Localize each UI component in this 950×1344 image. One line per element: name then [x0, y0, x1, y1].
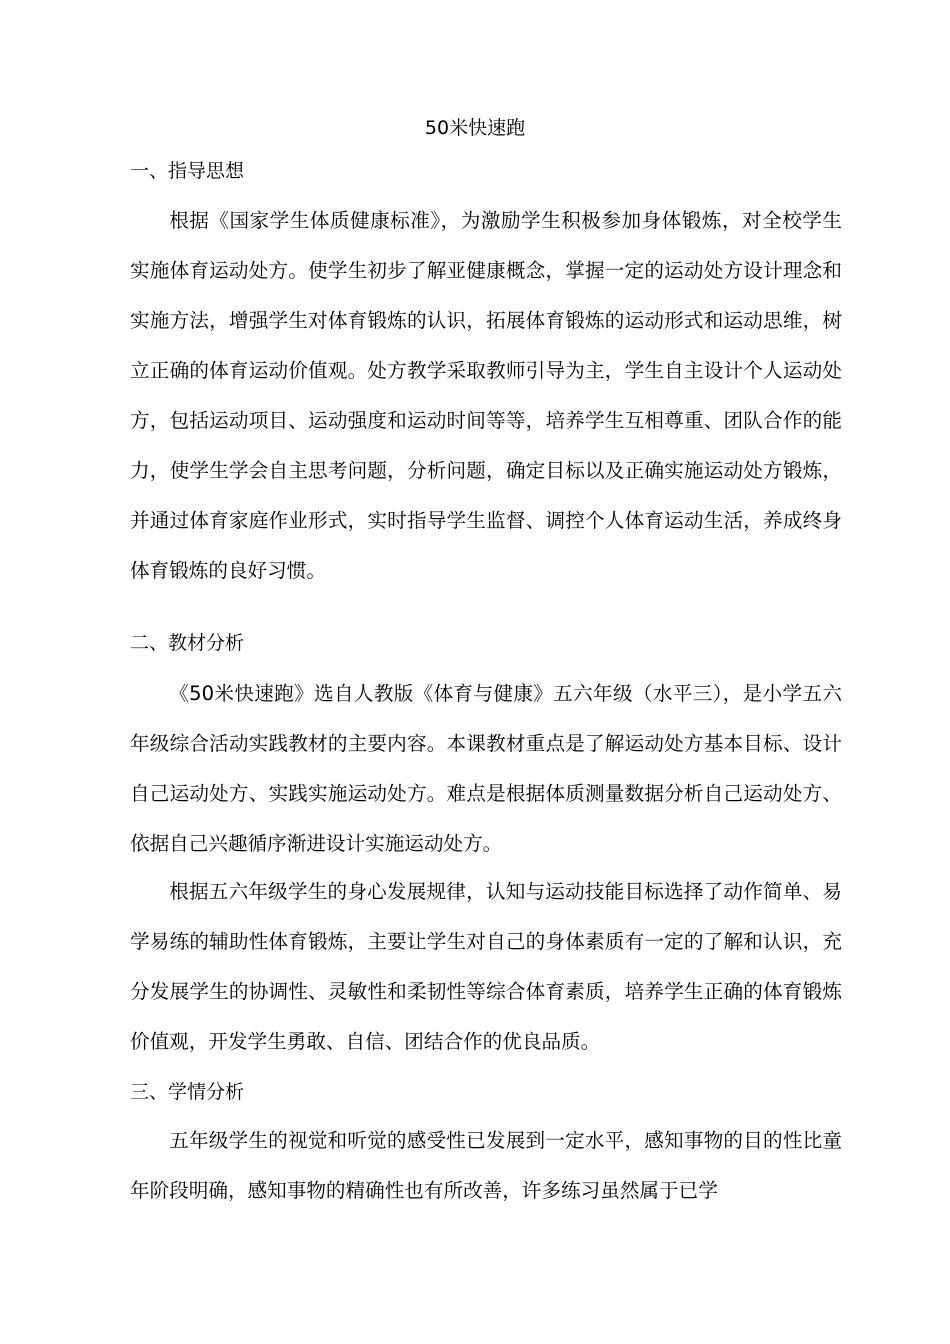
paragraph-guiding-thought: 根据《国家学生体质健康标准》，为激励学生积极参加身体锻炼，对全校学生实施体育运动处方。使学生初步了解亚健康概念，掌握一定的运动处方设计理念和实施方法，增强学生对体育锻炼的认识，拓展体育锻炼的运动形式和运动思维，树立正确的体育运动价值观。处方教学采取教师引导为主，学生自主设计个人运动处方，包括运动项目、运动强度和运动时间等等，培养学生互相尊重、团队合作的能力，使学生学会自主思考问题，分析问题，确定目标以及正确实施运动处方锻炼，并通过体育家庭作业形式，实时指导学生监督、调控个人体育运动生活，养成终身体育锻炼的良好习惯。: [130, 209, 842, 582]
section-heading-material-analysis: 二、教材分析: [130, 632, 245, 654]
section-heading-learner-analysis: 三、学情分析: [130, 1081, 245, 1103]
section-heading-guiding-thought: 一、指导思想: [130, 160, 245, 182]
paragraph-material-analysis-2: 根据五六年级学生的身心发展规律，认知与运动技能目标选择了动作简单、易学易练的辅助性体育锻炼，主要让学生对自己的身体素质有一定的了解和认识，充分发展学生的协调性、灵敏性和柔韧性等综合体育素质，培养学生正确的体育锻炼价值观，开发学生勇敢、自信、团结合作的优良品质。: [130, 880, 842, 1053]
document-title: 50米快速跑: [424, 117, 526, 139]
paragraph-learner-analysis: 五年级学生的视觉和听觉的感受性已发展到一定水平，感知事物的目的性比童年阶段明确，感知事物的精确性也有所改善，许多练习虽然属于已学: [130, 1129, 842, 1202]
paragraph-material-analysis-1: 《50米快速跑》选自人教版《体育与健康》五六年级（水平三），是小学五六年级综合活动实践教材的主要内容。本课教材重点是了解运动处方基本目标、设计自己运动处方、实践实施运动处方。难点是根据体质测量数据分析自己运动处方、依据自己兴趣循序渐进设计实施运动处方。: [130, 682, 842, 855]
